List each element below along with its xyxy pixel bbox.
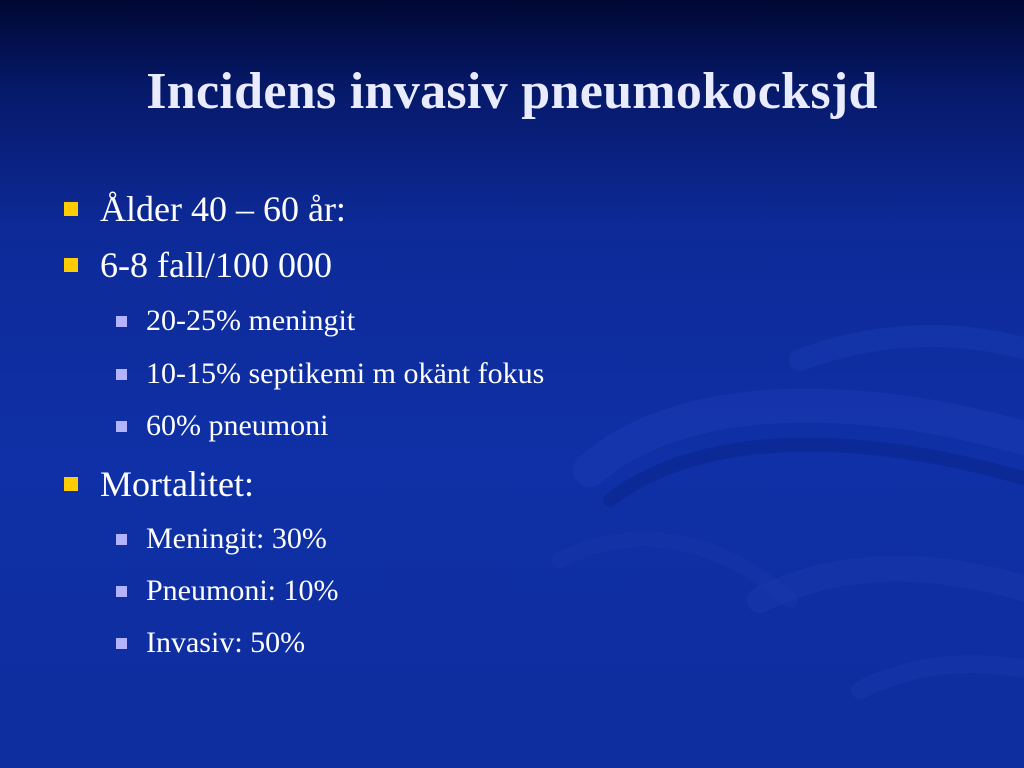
bullet-text: 6-8 fall/100 000 — [100, 245, 332, 285]
square-bullet-icon — [116, 316, 127, 327]
sub-bullet-text: Pneumoni: 10% — [146, 574, 339, 607]
bullet-text: Mortalitet: — [100, 464, 254, 504]
square-bullet-icon — [116, 369, 127, 380]
slide-title: Incidens invasiv pneumokocksjd — [146, 63, 878, 120]
sub-bullet-text: 20-25% meningit — [146, 304, 356, 337]
square-bullet-icon — [64, 258, 78, 272]
square-bullet-icon — [116, 421, 127, 432]
bullet-item — [64, 244, 332, 286]
sub-bullet-text: 10-15% septikemi m okänt fokus — [146, 357, 545, 390]
square-bullet-icon — [116, 638, 127, 649]
sub-bullet-item — [116, 626, 305, 660]
sub-bullet-text: Meningit: 30% — [146, 522, 327, 555]
sub-bullet-item — [116, 522, 327, 556]
sub-bullet-item — [116, 304, 355, 338]
square-bullet-icon — [116, 534, 127, 545]
square-bullet-icon — [64, 202, 78, 216]
bullet-item — [64, 188, 346, 230]
sub-bullet-item — [116, 357, 544, 391]
square-bullet-icon — [116, 586, 127, 597]
sub-bullet-item — [116, 574, 339, 608]
bullet-text: Ålder 40 – 60 år: — [100, 189, 346, 229]
square-bullet-icon — [64, 477, 78, 491]
sub-bullet-text: Invasiv: 50% — [146, 626, 306, 659]
sub-bullet-text: 60% pneumoni — [146, 409, 329, 442]
sub-bullet-item — [116, 409, 328, 443]
bullet-item — [64, 463, 254, 505]
